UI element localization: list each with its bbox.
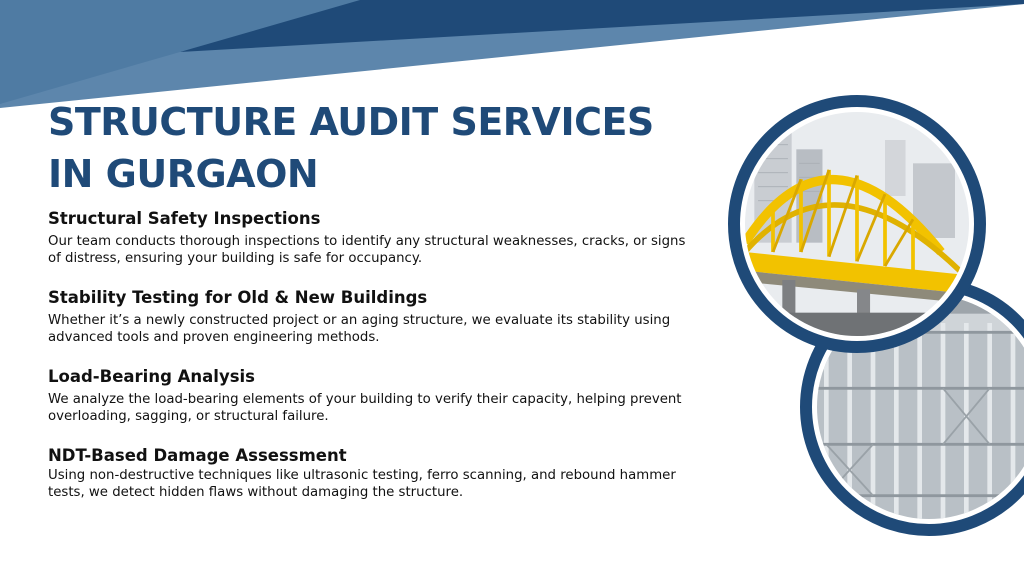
yellow-bridge-photo	[745, 112, 969, 336]
yellow-bridge-photo-frame	[728, 95, 986, 353]
section-heading: Stability Testing for Old & New Buildings	[48, 288, 428, 307]
section-body: Using non-destructive techniques like ultrasonic testing, ferro scanning, and rebound hammer tests, we detect hidden flaws without damaging the structure.	[48, 468, 676, 500]
section-body: Whether it’s a newly constructed project or an aging structure, we evaluate its stability using advanced tools and proven engineering methods.	[48, 313, 671, 345]
page-title-line-2: IN GURGAON	[48, 152, 319, 196]
service-section-ndt-assessment	[48, 445, 688, 501]
service-section-load-bearing	[48, 366, 688, 425]
page-title-line-1: STRUCTURE AUDIT SERVICES	[48, 100, 654, 144]
section-heading: NDT-Based Damage Assessment	[48, 446, 347, 465]
service-section-stability-testing	[48, 287, 688, 346]
service-section-safety-inspections	[48, 208, 688, 267]
section-body: We analyze the load-bearing elements of your building to verify their capacity, helping prevent overloading, sagging, or structural failure.	[48, 392, 682, 424]
services-list	[48, 208, 688, 521]
section-heading: Load-Bearing Analysis	[48, 367, 255, 386]
section-heading: Structural Safety Inspections	[48, 209, 321, 228]
section-body: Our team conducts thorough inspections to identify any structural weaknesses, cracks, or signs of distress, ensuring your building is safe for occupancy.	[48, 234, 686, 266]
page-title	[48, 96, 654, 200]
